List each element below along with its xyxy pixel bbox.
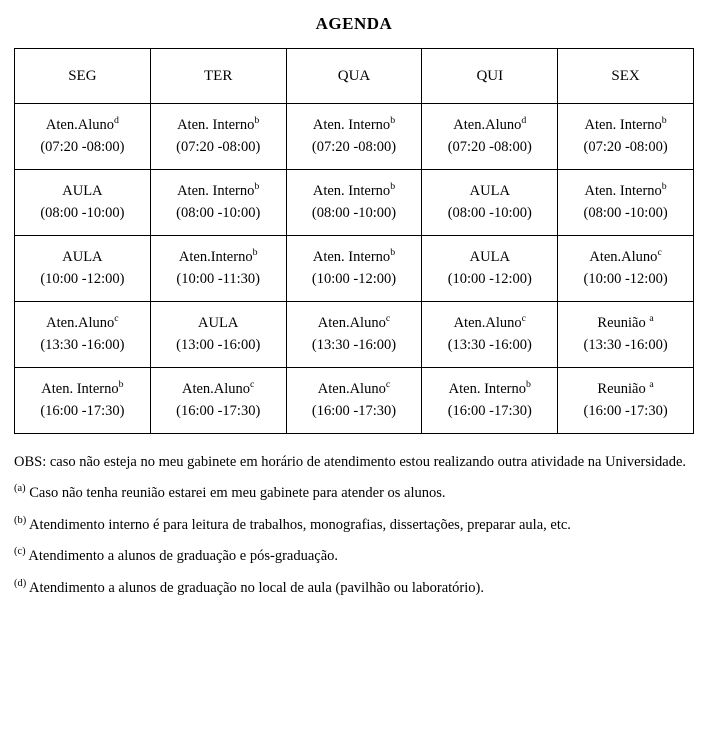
cell-activity: Aten. Interno xyxy=(41,381,119,398)
column-header-sex: SEX xyxy=(558,49,694,104)
column-header-ter: TER xyxy=(150,49,286,104)
schedule-cell xyxy=(286,170,422,236)
schedule-cell xyxy=(422,368,558,434)
cell-marker: b xyxy=(661,181,667,193)
cell-activity: Aten.Aluno xyxy=(317,381,386,398)
agenda-document xyxy=(0,14,708,742)
cell-activity: Aten.Aluno xyxy=(46,315,115,332)
cell-time: (08:00 -10:00) xyxy=(583,204,668,221)
schedule-cell xyxy=(558,170,694,236)
cell-marker: b xyxy=(254,115,260,127)
cell-marker: b xyxy=(118,379,124,391)
schedule-cell xyxy=(150,170,286,236)
table-body xyxy=(15,104,694,434)
cell-activity: Aten. Interno xyxy=(177,117,255,134)
note-item-c xyxy=(14,544,694,569)
cell-time: (10:00 -11:30) xyxy=(176,270,261,287)
schedule-cell xyxy=(15,368,151,434)
cell-time: (08:00 -10:00) xyxy=(311,204,397,221)
cell-marker: d xyxy=(521,115,527,127)
agenda-table xyxy=(14,48,694,434)
cell-time: (16:00 -17:30) xyxy=(447,402,532,419)
cell-activity: Aten.Aluno xyxy=(45,117,114,134)
schedule-cell xyxy=(422,104,558,170)
schedule-cell xyxy=(422,236,558,302)
cell-time: (13:30 -16:00) xyxy=(311,336,397,353)
cell-marker: a xyxy=(649,313,654,325)
cell-activity: Reunião xyxy=(597,381,650,398)
page-title: AGENDA xyxy=(315,14,393,33)
note-item-b xyxy=(14,513,694,538)
cell-activity: Aten.Aluno xyxy=(589,249,658,266)
schedule-cell xyxy=(150,236,286,302)
schedule-cell xyxy=(286,302,422,368)
cell-activity: Aten.Aluno xyxy=(317,315,386,332)
schedule-cell xyxy=(422,170,558,236)
table-row xyxy=(15,236,694,302)
cell-time: (10:00 -12:00) xyxy=(311,270,397,287)
note-item-a xyxy=(14,481,694,506)
cell-time: (07:20 -08:00) xyxy=(447,138,532,155)
schedule-cell xyxy=(15,236,151,302)
cell-time: (08:00 -10:00) xyxy=(176,204,261,221)
cell-activity: Aten. Interno xyxy=(312,183,391,200)
schedule-cell xyxy=(150,104,286,170)
cell-time: (13:30 -16:00) xyxy=(447,336,532,353)
cell-activity: Aten.Aluno xyxy=(453,117,522,134)
schedule-cell xyxy=(15,104,151,170)
cell-marker: b xyxy=(661,115,667,127)
table-header-row xyxy=(15,49,694,104)
cell-time: (13:00 -16:00) xyxy=(176,336,261,353)
note-text-c: Atendimento a alunos de graduação e pós-graduação. xyxy=(25,548,339,565)
schedule-cell xyxy=(558,302,694,368)
cell-marker: b xyxy=(390,115,396,127)
schedule-cell xyxy=(286,368,422,434)
cell-activity: Aten.Aluno xyxy=(453,315,522,332)
cell-marker: b xyxy=(252,247,258,259)
cell-activity: Aten. Interno xyxy=(584,183,662,200)
cell-time: (16:00 -17:30) xyxy=(583,402,668,419)
column-header-seg: SEG xyxy=(15,49,151,104)
note-marker-b: (b) xyxy=(14,514,27,526)
cell-activity: AULA xyxy=(469,249,510,266)
note-obs: OBS: caso não esteja no meu gabinete em horário de atendimento estou realizando outra atividade na Universidade. xyxy=(14,454,687,470)
schedule-cell xyxy=(422,302,558,368)
cell-time: (07:20 -08:00) xyxy=(311,138,397,155)
schedule-cell xyxy=(558,368,694,434)
schedule-cell xyxy=(558,236,694,302)
note-text-d: Atendimento a alunos de graduação no local de aula (pavilhão ou laboratório). xyxy=(26,579,484,596)
note-marker-c: (c) xyxy=(14,546,26,558)
cell-marker: b xyxy=(525,379,531,391)
cell-marker: d xyxy=(113,115,119,127)
cell-activity: AULA xyxy=(62,249,103,266)
cell-marker: c xyxy=(657,247,662,259)
schedule-cell xyxy=(286,104,422,170)
column-header-qua: QUA xyxy=(286,49,422,104)
schedule-cell xyxy=(15,302,151,368)
note-text-b: Atendimento interno é para leitura de trabalhos, monografias, dissertações, preparar aula, etc. xyxy=(26,516,571,533)
note-marker-a: (a) xyxy=(14,483,26,495)
cell-time: (16:00 -17:30) xyxy=(40,402,125,419)
cell-time: (07:20 -08:00) xyxy=(176,138,261,155)
cell-marker: b xyxy=(390,247,396,259)
cell-activity: Aten. Interno xyxy=(448,381,526,398)
schedule-cell xyxy=(286,236,422,302)
cell-time: (10:00 -12:00) xyxy=(447,270,532,287)
note-text-a: Caso não tenha reunião estarei em meu gabinete para atender os alunos. xyxy=(25,485,446,502)
cell-activity: Aten.Interno xyxy=(178,249,253,266)
cell-marker: b xyxy=(390,181,396,193)
cell-marker: c xyxy=(385,379,391,391)
cell-marker: a xyxy=(649,379,654,391)
table-row xyxy=(15,104,694,170)
cell-marker: c xyxy=(385,313,391,325)
schedule-cell xyxy=(150,368,286,434)
cell-time: (07:20 -08:00) xyxy=(583,138,668,155)
cell-activity: AULA xyxy=(469,183,510,200)
cell-activity: Aten.Aluno xyxy=(181,381,251,398)
column-header-qui: QUI xyxy=(422,49,558,104)
table-row xyxy=(15,170,694,236)
cell-activity: Aten. Interno xyxy=(584,117,662,134)
cell-marker: b xyxy=(254,181,260,193)
cell-time: (08:00 -10:00) xyxy=(447,204,532,221)
schedule-cell xyxy=(558,104,694,170)
cell-activity: AULA xyxy=(62,183,103,200)
schedule-cell xyxy=(15,170,151,236)
cell-time: (16:00 -17:30) xyxy=(176,402,261,419)
cell-activity: Reunião xyxy=(597,315,650,332)
cell-time: (10:00 -12:00) xyxy=(40,270,125,287)
cell-time: (16:00 -17:30) xyxy=(311,402,397,419)
cell-time: (13:30 -16:00) xyxy=(583,336,668,353)
cell-marker: c xyxy=(521,313,526,325)
cell-activity: Aten. Interno xyxy=(312,117,391,134)
cell-time: (10:00 -12:00) xyxy=(583,270,668,287)
notes-section xyxy=(14,434,694,601)
schedule-cell xyxy=(150,302,286,368)
cell-marker: c xyxy=(250,379,255,391)
cell-activity: AULA xyxy=(198,315,239,332)
cell-activity: Aten. Interno xyxy=(312,249,391,266)
cell-time: (13:30 -16:00) xyxy=(40,336,125,353)
table-row xyxy=(15,368,694,434)
note-marker-d: (d) xyxy=(14,577,27,589)
cell-activity: Aten. Interno xyxy=(177,183,255,200)
cell-marker: c xyxy=(114,313,119,325)
cell-time: (07:20 -08:00) xyxy=(40,138,125,155)
note-item-d xyxy=(14,576,694,601)
cell-time: (08:00 -10:00) xyxy=(40,204,125,221)
table-row xyxy=(15,302,694,368)
